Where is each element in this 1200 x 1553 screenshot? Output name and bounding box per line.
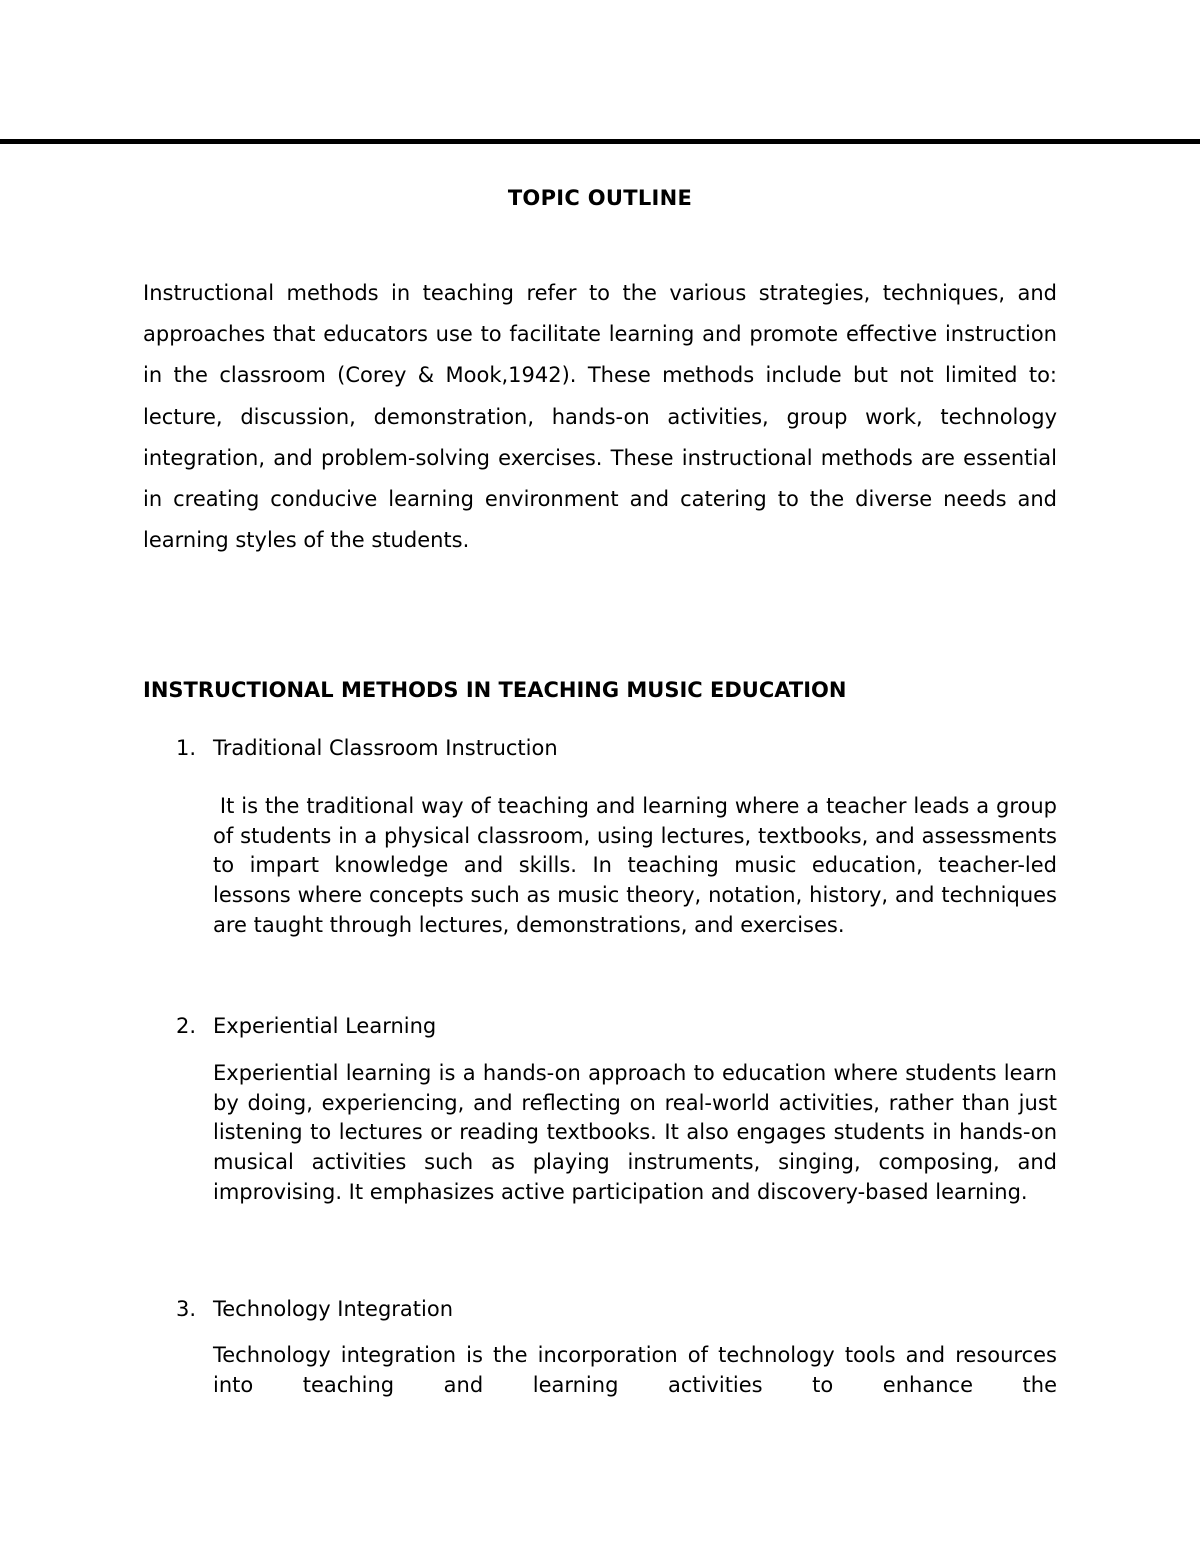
list-item-body-technology-integration: Technology integration is the incorporation of technology tools and resources into teaching and learning activities to enhance the bbox=[213, 1343, 1057, 1397]
list-item-title-technology-integration bbox=[176, 1297, 453, 1321]
list-item-title-text: Experiential Learning bbox=[213, 1014, 437, 1038]
list-item-title-text: Technology Integration bbox=[213, 1297, 454, 1321]
list-item-body-experiential-learning: Experiential learning is a hands-on approach to education where students learn by doing, experiencing, and reflecting on real-world activities, rather than just listening to lectures or reading textbooks. It also engages students in hands-on musical activities such as playing instruments, singing, composing, and improvising. It emphasizes active participation and discovery-based learning. bbox=[213, 1061, 1057, 1204]
list-item-body-traditional-classroom-instruction: It is the traditional way of teaching and learning where a teacher leads a group of students in a physical classroom, using lectures, textbooks, and assessments to impart knowledge and skills. In teaching music education, teacher-led lessons where concepts such as music theory, notation, history, and techniques are taught through lectures, demonstrations, and exercises. bbox=[213, 794, 1057, 937]
top-horizontal-rule bbox=[0, 139, 1200, 144]
section-heading: INSTRUCTIONAL METHODS IN TEACHING MUSIC EDUCATION bbox=[143, 678, 847, 702]
page-title: TOPIC OUTLINE bbox=[507, 186, 693, 210]
list-item-title-text: Traditional Classroom Instruction bbox=[213, 736, 558, 760]
list-item-number: 2. bbox=[176, 1014, 197, 1038]
list-item-number: 1. bbox=[176, 736, 197, 760]
list-item-title-traditional-classroom-instruction bbox=[176, 736, 558, 760]
list-item-title-experiential-learning bbox=[176, 1014, 436, 1038]
intro-paragraph: Instructional methods in teaching refer to the various strategies, techniques, and approaches that educators use to facilitate learning and promote effective instruction in the classroom (Corey & Mook,1942). These methods include but not limited to: lecture, discussion, demonstration, hands-on activities, group work, technology integration, and problem-solving exercises. These instructional methods are essential in creating conducive learning environment and catering to the diverse needs and learning styles of the students. bbox=[143, 281, 1057, 553]
list-item-number: 3. bbox=[176, 1297, 197, 1321]
